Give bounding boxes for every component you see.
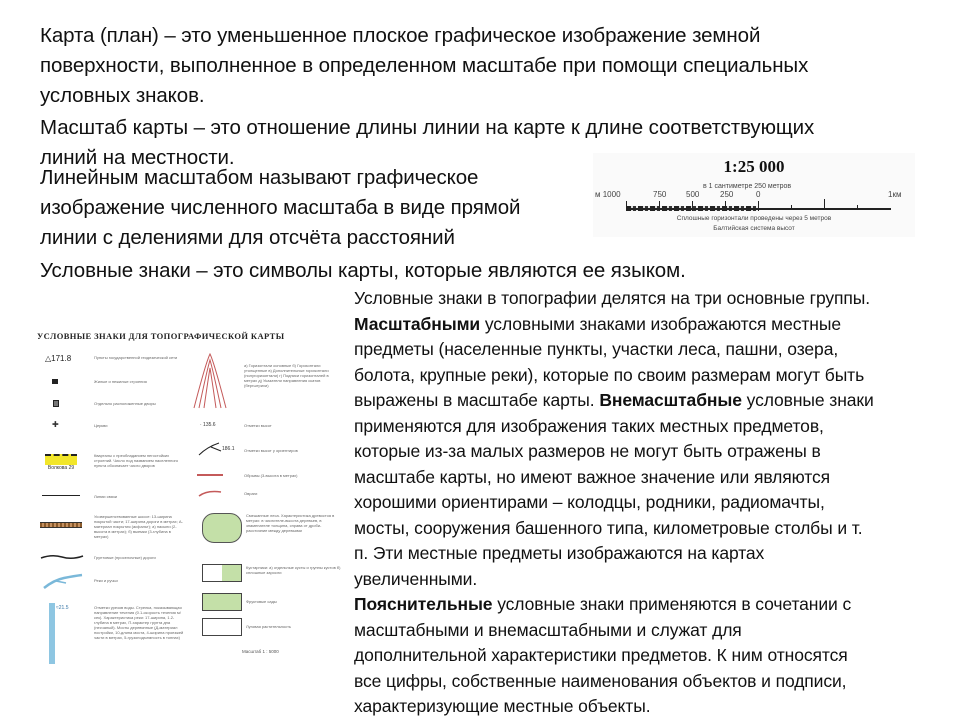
- tick-label-500: 500: [686, 190, 700, 199]
- scale-symbols-line-1: Масштабными условными знаками изображаются местные: [354, 313, 841, 334]
- explanatory-line: характеризующие местные объекты.: [354, 696, 651, 716]
- symbol-groups-text: [354, 286, 954, 720]
- topographic-legend-figure: [32, 328, 344, 664]
- scale-symbols-term: Масштабными: [354, 313, 481, 334]
- scale-definition-line-2: линий на местности.: [40, 146, 235, 169]
- nonscale-line: мосты, сооружения башенного типа, километровые столбы и т.: [354, 517, 863, 538]
- scale-tick: [659, 201, 660, 211]
- scale-definition-line-1: Масштаб карты – это отношение длины линии на карте к длине соответствующих: [40, 116, 815, 139]
- scale-symbols-line-3: болота, крупные реки), которые по своим размерам могут быть: [354, 364, 865, 385]
- river-icon: [42, 572, 84, 590]
- legend-text: Линии связи: [94, 494, 117, 499]
- legend-title: УСЛОВНЫЕ ЗНАКИ ДЛЯ ТОПОГРАФИЧЕСКОЙ КАРТЫ: [37, 331, 285, 341]
- legend-text: Отдельно расположенные дворы: [94, 401, 156, 406]
- symbols-definition: Условные знаки – это символы карты, которые являются ее языком.: [40, 259, 686, 282]
- groups-intro: Условные знаки в топографии делятся на три основные группы.: [354, 288, 871, 308]
- explanatory-line: все цифры, собственные наименования объектов и подписи,: [354, 670, 847, 691]
- legend-text: Церкви: [94, 423, 108, 428]
- legend-text: Усовершенствованные шоссе: 13-ширина покрытой части; 17-ширина дороги в метрах; А-материал покрытия (асфальт); а) насыпи (2-высота в метрах); б) выемки (3-глубина в метрах): [94, 514, 183, 539]
- orchard-icon: [202, 593, 242, 611]
- scale-tick: [725, 201, 726, 211]
- shrubs-icon: [202, 564, 242, 582]
- explanatory-line-1: Пояснительные условные знаки применяются в сочетании с: [354, 594, 852, 614]
- legend-text: Отметки высот: [244, 423, 272, 428]
- tick-label-1000: м 1000: [595, 190, 621, 199]
- linear-scale-line-1: Линейным масштабом называют графическое: [40, 166, 479, 189]
- legend-text: Реки и ручьи: [94, 578, 118, 583]
- scale-subtitle: в 1 сантиметре 250 метров: [703, 183, 792, 190]
- tick-label-750: 750: [653, 190, 667, 199]
- dirt-road-icon: [40, 553, 84, 561]
- map-definition-paragraph: [40, 21, 900, 111]
- landmark-elevation-label: 186.1: [222, 446, 235, 452]
- legend-text: Отметки высот у ориентиров: [244, 448, 298, 453]
- communication-line-icon: [42, 495, 80, 496]
- linear-scale-line-2: изображение численного масштаба в виде прямой: [40, 196, 521, 219]
- settlement-block-icon: [45, 454, 77, 465]
- ravine-icon: [197, 488, 225, 498]
- legend-text: Грунтовые (проселочные) дороги: [94, 555, 156, 560]
- scale-tick: [824, 199, 825, 210]
- scale-tick: [791, 205, 792, 210]
- nonscale-line: увеличенными.: [354, 568, 478, 589]
- linear-scale-figure: [593, 153, 915, 237]
- legend-text: Фруктовые сады: [246, 599, 277, 604]
- scale-note-contours: Сплошные горизонтали проведены через 5 метров: [676, 215, 832, 222]
- legend-footer-scale: Масштаб 1 : 5000: [242, 649, 279, 654]
- scale-tick: [857, 205, 858, 210]
- water-level-label: ≈21.5: [56, 605, 69, 611]
- nonscale-line: масштабе карты, но имеют важное значение или являются: [354, 466, 831, 487]
- tick-label-250: 250: [720, 190, 734, 199]
- explanatory-line: масштабными и внемасштабными и служат для: [354, 619, 742, 640]
- geodetic-point-icon: △171.8: [45, 354, 72, 363]
- scale-tick: [626, 201, 627, 211]
- nonscale-line: хорошими ориентирами – колодцы, родники, радиомачты,: [354, 492, 825, 512]
- map-definition-line-1: Карта (план) – это уменьшенное плоское графическое изображение земной: [40, 24, 761, 47]
- legend-text: Кустарники: а) отдельные кусты и группы кустов б) сплошные заросли: [246, 565, 341, 575]
- nonscale-line: п. Эти местные предметы изображаются на картах: [354, 543, 765, 563]
- nonscale-line: применяются для изображения таких местных предметов,: [354, 415, 824, 436]
- church-icon: ✚: [52, 420, 59, 429]
- linear-scale-line-3: линии с делениями для отсчёта расстояний: [40, 226, 455, 249]
- legend-text: Луговая растительность: [246, 624, 292, 629]
- contour-lines-icon: [192, 352, 228, 410]
- nonscale-line: которые из-за малых размеров не могут быть отражены в: [354, 441, 821, 461]
- cliff-icon: [197, 474, 223, 476]
- scale-symbols-line-4: выражены в масштабе карты. Внемасштабные условные знаки: [354, 390, 874, 410]
- scale-tick: [758, 201, 759, 211]
- yard-icon: [53, 400, 59, 407]
- legend-text: а) Горизонтали основные б) Горизонтали утолщенные в) Дополнительные горизонтали (полугоризонтали) г) Подписи горизонталей в метрах д) Указатели направления скатов (бергштрихи): [244, 363, 329, 388]
- map-definition-line-2: поверхности, выполненное в определенном масштабе при помощи специальных: [40, 54, 809, 77]
- scale-note-height-system: Балтийская система высот: [713, 225, 795, 232]
- highway-icon: [40, 522, 82, 528]
- legend-text: Жилые и нежилые строения: [94, 379, 147, 384]
- nonscale-symbols-term: Внемасштабные: [599, 390, 742, 410]
- map-definition-line-3: условных знаков.: [40, 84, 205, 107]
- stream-water-icon: [49, 603, 55, 664]
- tick-label-0: 0: [756, 190, 761, 199]
- mixed-forest-icon: [202, 513, 242, 543]
- tick-label-1km: 1км: [888, 190, 902, 199]
- elevation-mark-label: · 135.6: [200, 422, 216, 428]
- scale-symbols-line-2: предметы (населенные пункты, участки леса, пашни, озера,: [354, 339, 839, 359]
- scale-tick: [692, 201, 693, 211]
- building-icon: [52, 379, 58, 384]
- legend-text: Кварталы с преобладанием негостойких строений. Число под названием населенного пункта обозначает число дворов: [94, 453, 179, 468]
- meadow-icon: [202, 618, 242, 636]
- scale-ratio: 1:25 000: [723, 157, 785, 176]
- settlement-label: Волкова 29: [47, 465, 75, 471]
- explanatory-symbols-term: Пояснительные: [354, 594, 493, 614]
- legend-text: Обрывы (3-высота в метрах): [244, 473, 298, 478]
- explanatory-line: дополнительной характеристики предметов. К ним относятся: [354, 645, 848, 665]
- legend-text: Смешанные леса. Характеристика древостоя в метрах: в числителе-высота деревьев, в знаменателе толщина, справа от дроби-расстояние между деревьями: [246, 513, 335, 533]
- legend-text: Пункты государственной геодезической сети: [94, 355, 178, 360]
- legend-text: Овраги: [244, 491, 258, 496]
- linear-scale-paragraph: [40, 163, 600, 253]
- legend-text: Отметки урезов воды. Стрелка, показывающая направление течения (0.1-скорость течения м/сек). Характеристика реки: 17-ширина, 1.2-глубина в метрах, П-характер грунта дна (песчаный). Мосты деревянные (Д-материал постройки, 10-длина моста, 4-ширина проезжей части в метрах, 5-грузоподъемность в тоннах): [94, 605, 184, 640]
